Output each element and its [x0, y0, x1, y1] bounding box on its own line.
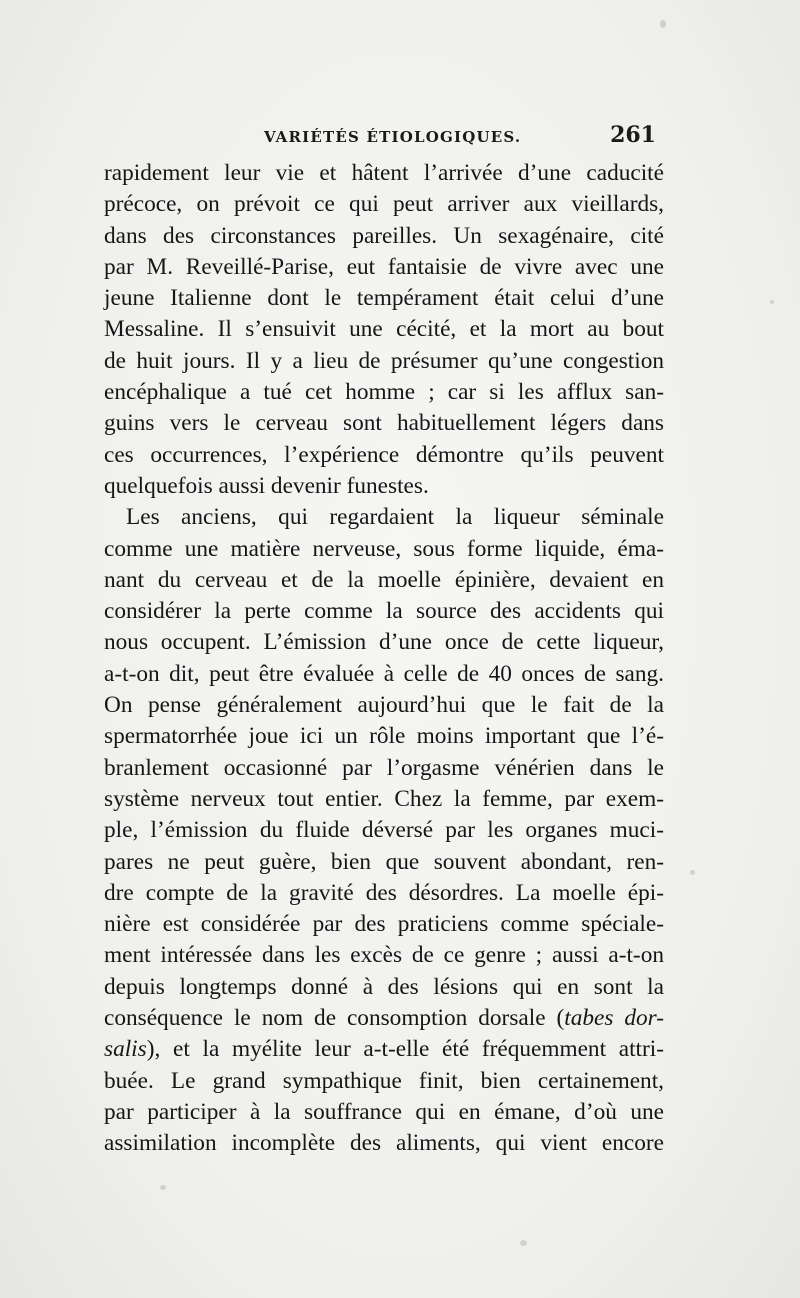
text-line: spermatorrhée joue ici un rôle moins important que l’é-	[104, 723, 664, 750]
text-line: nant du cerveau et de la moelle épinière, devaient en	[104, 566, 664, 593]
page-number: 261	[610, 122, 656, 148]
text-line: ces occurrences, l’expérience démontre qu’ils peuvent	[104, 441, 664, 468]
paper-speck	[690, 870, 695, 875]
text-line: de huit jours. Il y a lieu de présumer qu’une congestion	[104, 347, 664, 374]
text-line: dre compte de la gravité des désordres. La moelle épi-	[104, 879, 664, 906]
text-line: Messaline. Il s’ensuivit une cécité, et la mort au bout	[104, 316, 664, 343]
text-line	[104, 1003, 664, 1034]
text-line: précoce, on prévoit ce qui peut arriver aux vieillards,	[104, 191, 664, 218]
text-line: ment intéressée dans les excès de ce genre ; aussi a-t-on	[104, 942, 664, 969]
text-line: Les anciens, qui regardaient la liqueur séminale	[126, 504, 664, 531]
text-line	[104, 1034, 664, 1065]
text-segment: conséquence le nom de consomption dorsale (	[104, 1005, 565, 1032]
paper-speck	[660, 20, 666, 28]
running-head: VARIÉTÉS ÉTIOLOGIQUES.	[264, 128, 522, 146]
text-line: nous occupent. L’émission d’une once de cette liqueur,	[104, 629, 664, 656]
text-line: encéphalique a tué cet homme ; car si les afflux san-	[104, 379, 664, 406]
text-segment: ), et la myélite leur a-t-elle été fréquemment attri-	[146, 1036, 664, 1063]
text-line: depuis longtemps donné à des lésions qui en sont la	[104, 973, 664, 1000]
italic-term: tabes dor-	[564, 1005, 664, 1032]
page-header	[104, 122, 664, 158]
text-line: dans des circonstances pareilles. Un sexagénaire, cité	[104, 222, 664, 249]
text-line: branlement occasionné par l’orgasme vénérien dans le	[104, 754, 664, 781]
text-line: ple, l’émission du fluide déversé par les organes muci-	[104, 817, 664, 844]
text-line: jeune Italienne dont le tempérament était celui d’une	[104, 285, 664, 312]
paper-speck	[160, 1185, 166, 1190]
paper-speck	[520, 1240, 527, 1246]
text-line: rapidement leur vie et hâtent l’arrivée d’une caducité	[104, 160, 664, 186]
text-line: par M. Reveillé-Parise, eut fantaisie de vivre avec une	[104, 253, 664, 280]
paper-speck	[770, 300, 774, 304]
text-line: par participer à la souffrance qui en émane, d’où une	[104, 1098, 664, 1125]
text-line: buée. Le grand sympathique finit, bien certainement,	[104, 1067, 664, 1094]
text-line: pares ne peut guère, bien que souvent abondant, ren-	[104, 848, 664, 875]
text-line: assimilation incomplète des aliments, qui vient encore	[104, 1130, 664, 1157]
text-line: comme une matière nerveuse, sous forme liquide, éma-	[104, 535, 664, 562]
text-line: guins vers le cerveau sont habituellement légers dans	[104, 410, 664, 437]
text-line: système nerveux tout entier. Chez la femme, par exem-	[104, 785, 664, 812]
text-line: nière est considérée par des praticiens comme spéciale-	[104, 911, 664, 938]
text-line: On pense généralement aujourd’hui que le fait de la	[104, 692, 664, 719]
text-line: quelquefois aussi devenir funestes.	[104, 472, 429, 499]
body-text	[104, 158, 664, 1160]
italic-term: salis	[104, 1036, 147, 1063]
text-line: considérer la perte comme la source des accidents qui	[104, 598, 664, 625]
text-line: a-t-on dit, peut être évaluée à celle de 40 onces de sang.	[104, 660, 664, 687]
